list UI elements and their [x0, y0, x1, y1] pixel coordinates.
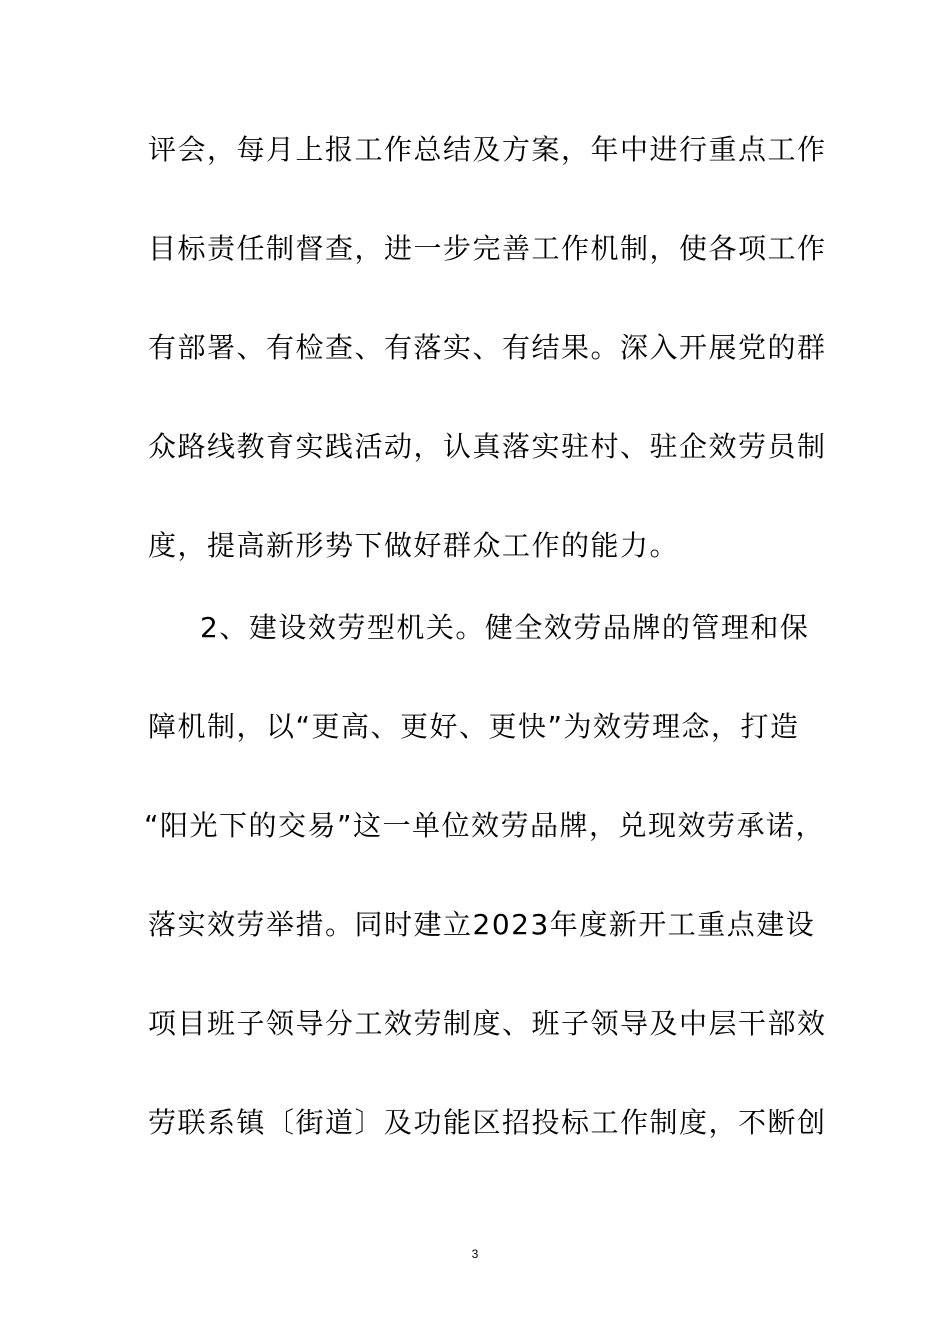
body-text-line: 劳联系镇〔街道〕及功能区招投标工作制度，不断创	[148, 1106, 827, 1139]
body-text-line: 障机制，以“更高、更好、更快”为效劳理念，打造	[148, 710, 800, 743]
body-text-line: “阳光下的交易”这一单位效劳品牌，兑现效劳承诺，	[144, 809, 826, 842]
paragraph-first-line: 2、建设效劳型机关。健全效劳品牌的管理和保	[200, 611, 810, 644]
body-text-line: 评会，每月上报工作总结及方案，年中进行重点工作	[148, 133, 827, 166]
page-number: 3	[471, 1247, 479, 1261]
body-text-line: 落实效劳举措。同时建立2023年度新开工重点建设	[148, 908, 816, 941]
body-text-line: 众路线教育实践活动，认真落实驻村、驻企效劳员制	[148, 430, 827, 463]
body-text-line: 度，提高新形势下做好群众工作的能力。	[148, 529, 680, 562]
body-text-line: 目标责任制督查，进一步完善工作机制，使各项工作	[148, 232, 827, 265]
body-text-line: 项目班子领导分工效劳制度、班子领导及中层干部效	[148, 1007, 827, 1040]
body-text-line: 有部署、有检查、有落实、有结果。深入开展党的群	[148, 331, 827, 364]
